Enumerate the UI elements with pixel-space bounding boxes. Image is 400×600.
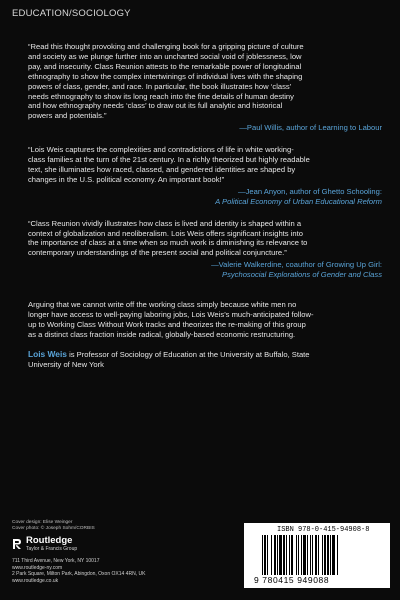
description-line: up to Working Class Without Work tracks and theorizes the re-making of this group bbox=[28, 319, 306, 329]
address-line: www.routledge.co.uk bbox=[12, 577, 59, 584]
barcode-bar bbox=[303, 535, 306, 575]
publisher-logo bbox=[12, 536, 77, 552]
quote-line: changes in the U.S. political economy. An important book!” bbox=[28, 174, 225, 184]
barcode-bar bbox=[289, 535, 290, 575]
barcode-bar bbox=[312, 535, 313, 575]
barcode-bar bbox=[267, 535, 268, 575]
barcode-bar bbox=[274, 535, 276, 575]
description-line: as a distinct class fraction inside radical, globally-based economic restructuring. bbox=[28, 329, 296, 339]
quote-willis bbox=[28, 42, 382, 133]
barcode-bar bbox=[324, 535, 326, 575]
description-line: Arguing that we cannot write off the working class simply because white men no bbox=[28, 300, 297, 310]
barcode-bar bbox=[283, 535, 285, 575]
barcode-bar bbox=[279, 535, 282, 575]
quote-line: powers of class, gender, and race. In particular, the book illustrates how ‘class’ bbox=[28, 81, 292, 91]
barcode-bar bbox=[262, 535, 263, 575]
attribution-line: —Valerie Walkerdine, coauthor of Growing Up Girl: bbox=[211, 260, 382, 270]
bio-line-1 bbox=[28, 350, 382, 360]
barcode-bar bbox=[264, 535, 266, 575]
barcode-bar bbox=[277, 535, 278, 575]
barcode-bar bbox=[315, 535, 317, 575]
quote-attribution bbox=[28, 260, 382, 280]
attribution-line: —Paul Willis, author of Learning to Labour bbox=[239, 123, 382, 133]
barcode-bar bbox=[271, 535, 272, 575]
publisher-group: Taylor & Francis Group bbox=[26, 546, 78, 552]
quote-line: pay, and insecurity. Class Reunion attests to the remarkable power of longitudinal bbox=[28, 61, 302, 71]
quote-line: “Class Reunion vividly illustrates how class is lived and identity is shaped within a bbox=[28, 218, 302, 228]
routledge-logo-icon bbox=[12, 538, 22, 550]
barcode-bar bbox=[301, 535, 302, 575]
barcode-bars-icon bbox=[262, 535, 374, 575]
barcode-bar bbox=[332, 535, 335, 575]
attribution-line: Psychosocial Explorations of Gender and Class bbox=[222, 270, 382, 280]
quote-line: ethnography to show the complex intertwinings of individual lives with the shaping bbox=[28, 71, 303, 81]
quote-line: context of globalization and neoliberalism. Lois Weis offers significant insights into bbox=[28, 228, 303, 238]
quote-line: text, she illuminates how raced, classed, and gendered identities are shaped by bbox=[28, 164, 296, 174]
quote-line: the importance of class at a time when so much work is diminishing its relevance to bbox=[28, 238, 308, 248]
author-name: Lois Weis bbox=[28, 348, 67, 359]
description-line: longer have access to well-paying laboring jobs, Lois Weis’s much-anticipated follow- bbox=[28, 309, 314, 319]
category-label: EDUCATION/SOCIOLOGY bbox=[12, 8, 131, 19]
barcode-bar bbox=[286, 535, 287, 575]
barcode-bar bbox=[327, 535, 329, 575]
quote-text bbox=[28, 219, 382, 259]
book-description bbox=[28, 300, 382, 340]
quote-line: powers and potentials.” bbox=[28, 111, 107, 121]
quote-text bbox=[28, 42, 382, 121]
back-cover-content bbox=[28, 42, 382, 369]
author-bio bbox=[28, 350, 382, 370]
attribution-line: A Political Economy of Urban Educational Reform bbox=[215, 196, 382, 206]
publisher-name: Routledge bbox=[26, 535, 73, 546]
barcode-number: 9 780415 949088 bbox=[254, 575, 330, 585]
barcode bbox=[244, 523, 390, 588]
barcode-bar bbox=[296, 535, 297, 575]
quote-walkerdine bbox=[28, 219, 382, 280]
quote-attribution bbox=[28, 187, 382, 207]
cover-photo-credit: Cover photo: © Joseph Sohm/CORBIS bbox=[12, 526, 95, 531]
bio-text: is Professor of Sociology of Education at the University at Buffalo, State bbox=[66, 349, 310, 359]
barcode-bar bbox=[330, 535, 331, 575]
barcode-bar bbox=[322, 535, 323, 575]
cover-credits bbox=[12, 520, 95, 532]
barcode-bar bbox=[337, 535, 338, 575]
quote-line: needs ethnography to show its long reach into the fine details of human destiny bbox=[28, 91, 294, 101]
quote-line: “Read this thought provoking and challenging book for a gripping picture of culture bbox=[28, 42, 304, 51]
address-line: 711 Third Avenue, New York, NY 10017 bbox=[12, 558, 100, 564]
quote-line: “Lois Weis captures the complexities and contradictions of life in white working- bbox=[28, 145, 294, 155]
barcode-bar bbox=[310, 535, 311, 575]
quote-line: class families at the turn of the 21st century. In a richly theorized but highly readable bbox=[28, 155, 310, 165]
publisher-address bbox=[12, 558, 145, 584]
quote-line: contemporary understandings of the present social and political conjuncture.” bbox=[28, 248, 287, 258]
isbn-label: ISBN 978-0-415-94908-8 bbox=[277, 526, 370, 534]
quote-attribution bbox=[28, 123, 382, 133]
barcode-bar bbox=[291, 535, 293, 575]
quote-line: and society as we plunge further into an uncharted social void of joblessness, low bbox=[28, 51, 302, 61]
quote-anyon bbox=[28, 145, 382, 206]
cover-design-credit: Cover design: Elise Weinger bbox=[12, 520, 73, 525]
quote-text bbox=[28, 145, 382, 185]
barcode-bar bbox=[307, 535, 308, 575]
address-line: www.routledge-ny.com bbox=[12, 564, 63, 571]
barcode-bar bbox=[298, 535, 299, 575]
bio-line-2: University of New York bbox=[28, 359, 104, 369]
publisher-text bbox=[26, 536, 77, 552]
quote-line: and how ethnography needs ‘class’ to draw out its full analytic and historical bbox=[28, 101, 283, 111]
address-line: 2 Park Square, Milton Park, Abingdon, Oxon OX14 4RN, UK bbox=[12, 571, 146, 578]
barcode-bar bbox=[318, 535, 319, 575]
attribution-line: —Jean Anyon, author of Ghetto Schooling: bbox=[238, 186, 382, 196]
